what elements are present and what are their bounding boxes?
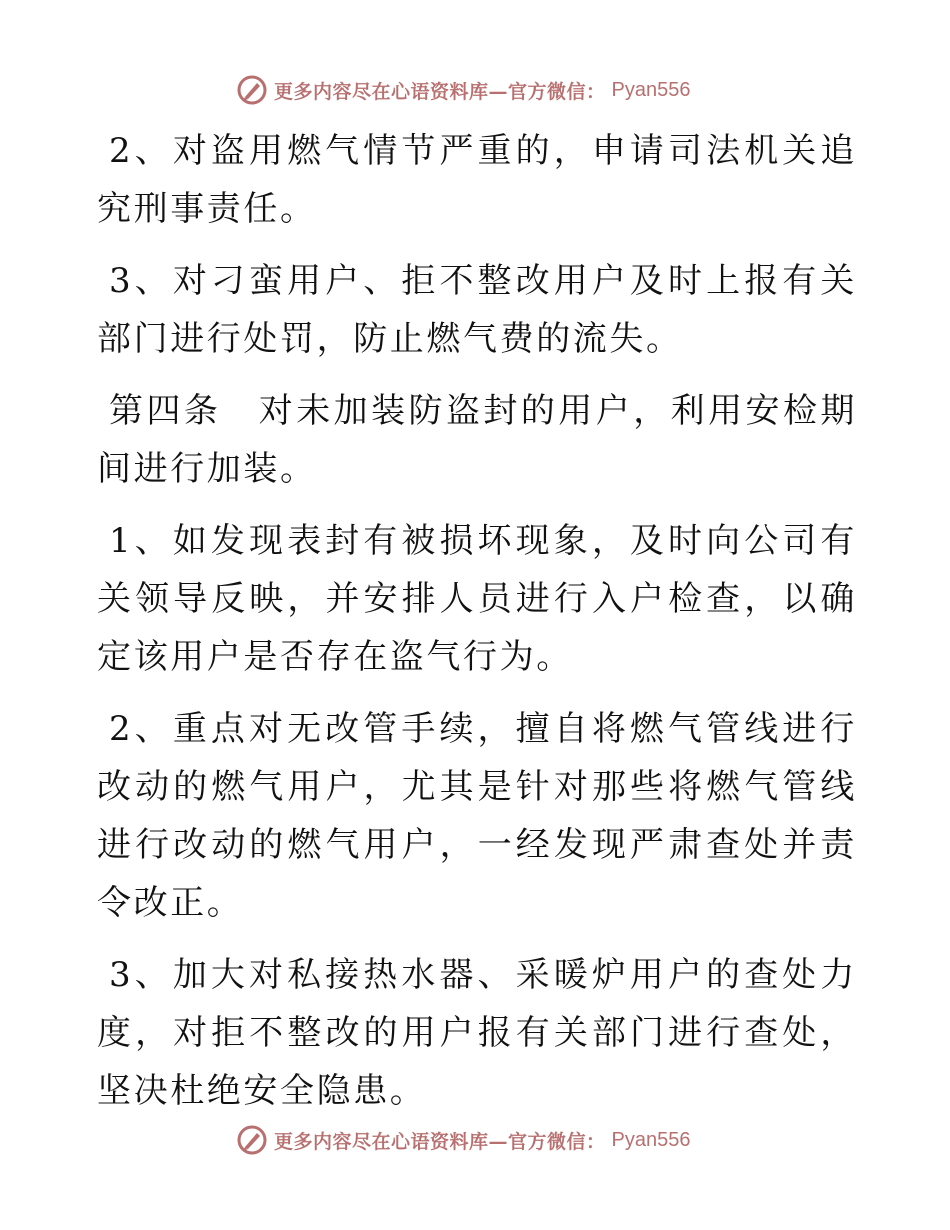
- pen-logo-icon: [236, 1124, 268, 1156]
- paragraph-1: 2、对盗用燃气情节严重的，申请司法机关追究刑事责任。: [97, 131, 857, 229]
- paragraph-3: 第四条 对未加装防盗封的用户，利用安检期间进行加装。: [97, 391, 857, 489]
- paragraph-2: 3、对刁蛮用户、拒不整改用户及时上报有关部门进行处罚，防止燃气费的流失。: [97, 261, 857, 359]
- watermark-wechat-id: Pyan556: [611, 78, 691, 101]
- paragraph-6: 3、加大对私接热水器、采暖炉用户的查处力度，对拒不整改的用户报有关部门进行查处，坚决杜绝安全隐患。: [97, 955, 857, 1111]
- pen-logo-icon: [236, 74, 268, 106]
- watermark-text: 更多内容尽在心语资料库—官方微信：: [274, 80, 606, 103]
- footer-watermark: [236, 1123, 690, 1157]
- paragraph-4: 1、如发现表封有被损坏现象，及时向公司有关领导反映，并安排人员进行入户检查，以确定该用户是否存在盗气行为。: [97, 521, 857, 677]
- watermark-wechat-id: Pyan556: [611, 1128, 691, 1151]
- paragraph-5: 2、重点对无改管手续，擅自将燃气管线进行改动的燃气用户，尤其是针对那些将燃气管线进行改动的燃气用户，一经发现严肃查处并责令改正。: [97, 709, 857, 923]
- watermark-text: 更多内容尽在心语资料库—官方微信：: [274, 1130, 606, 1153]
- document-body: [97, 122, 857, 1134]
- header-watermark: [236, 73, 690, 107]
